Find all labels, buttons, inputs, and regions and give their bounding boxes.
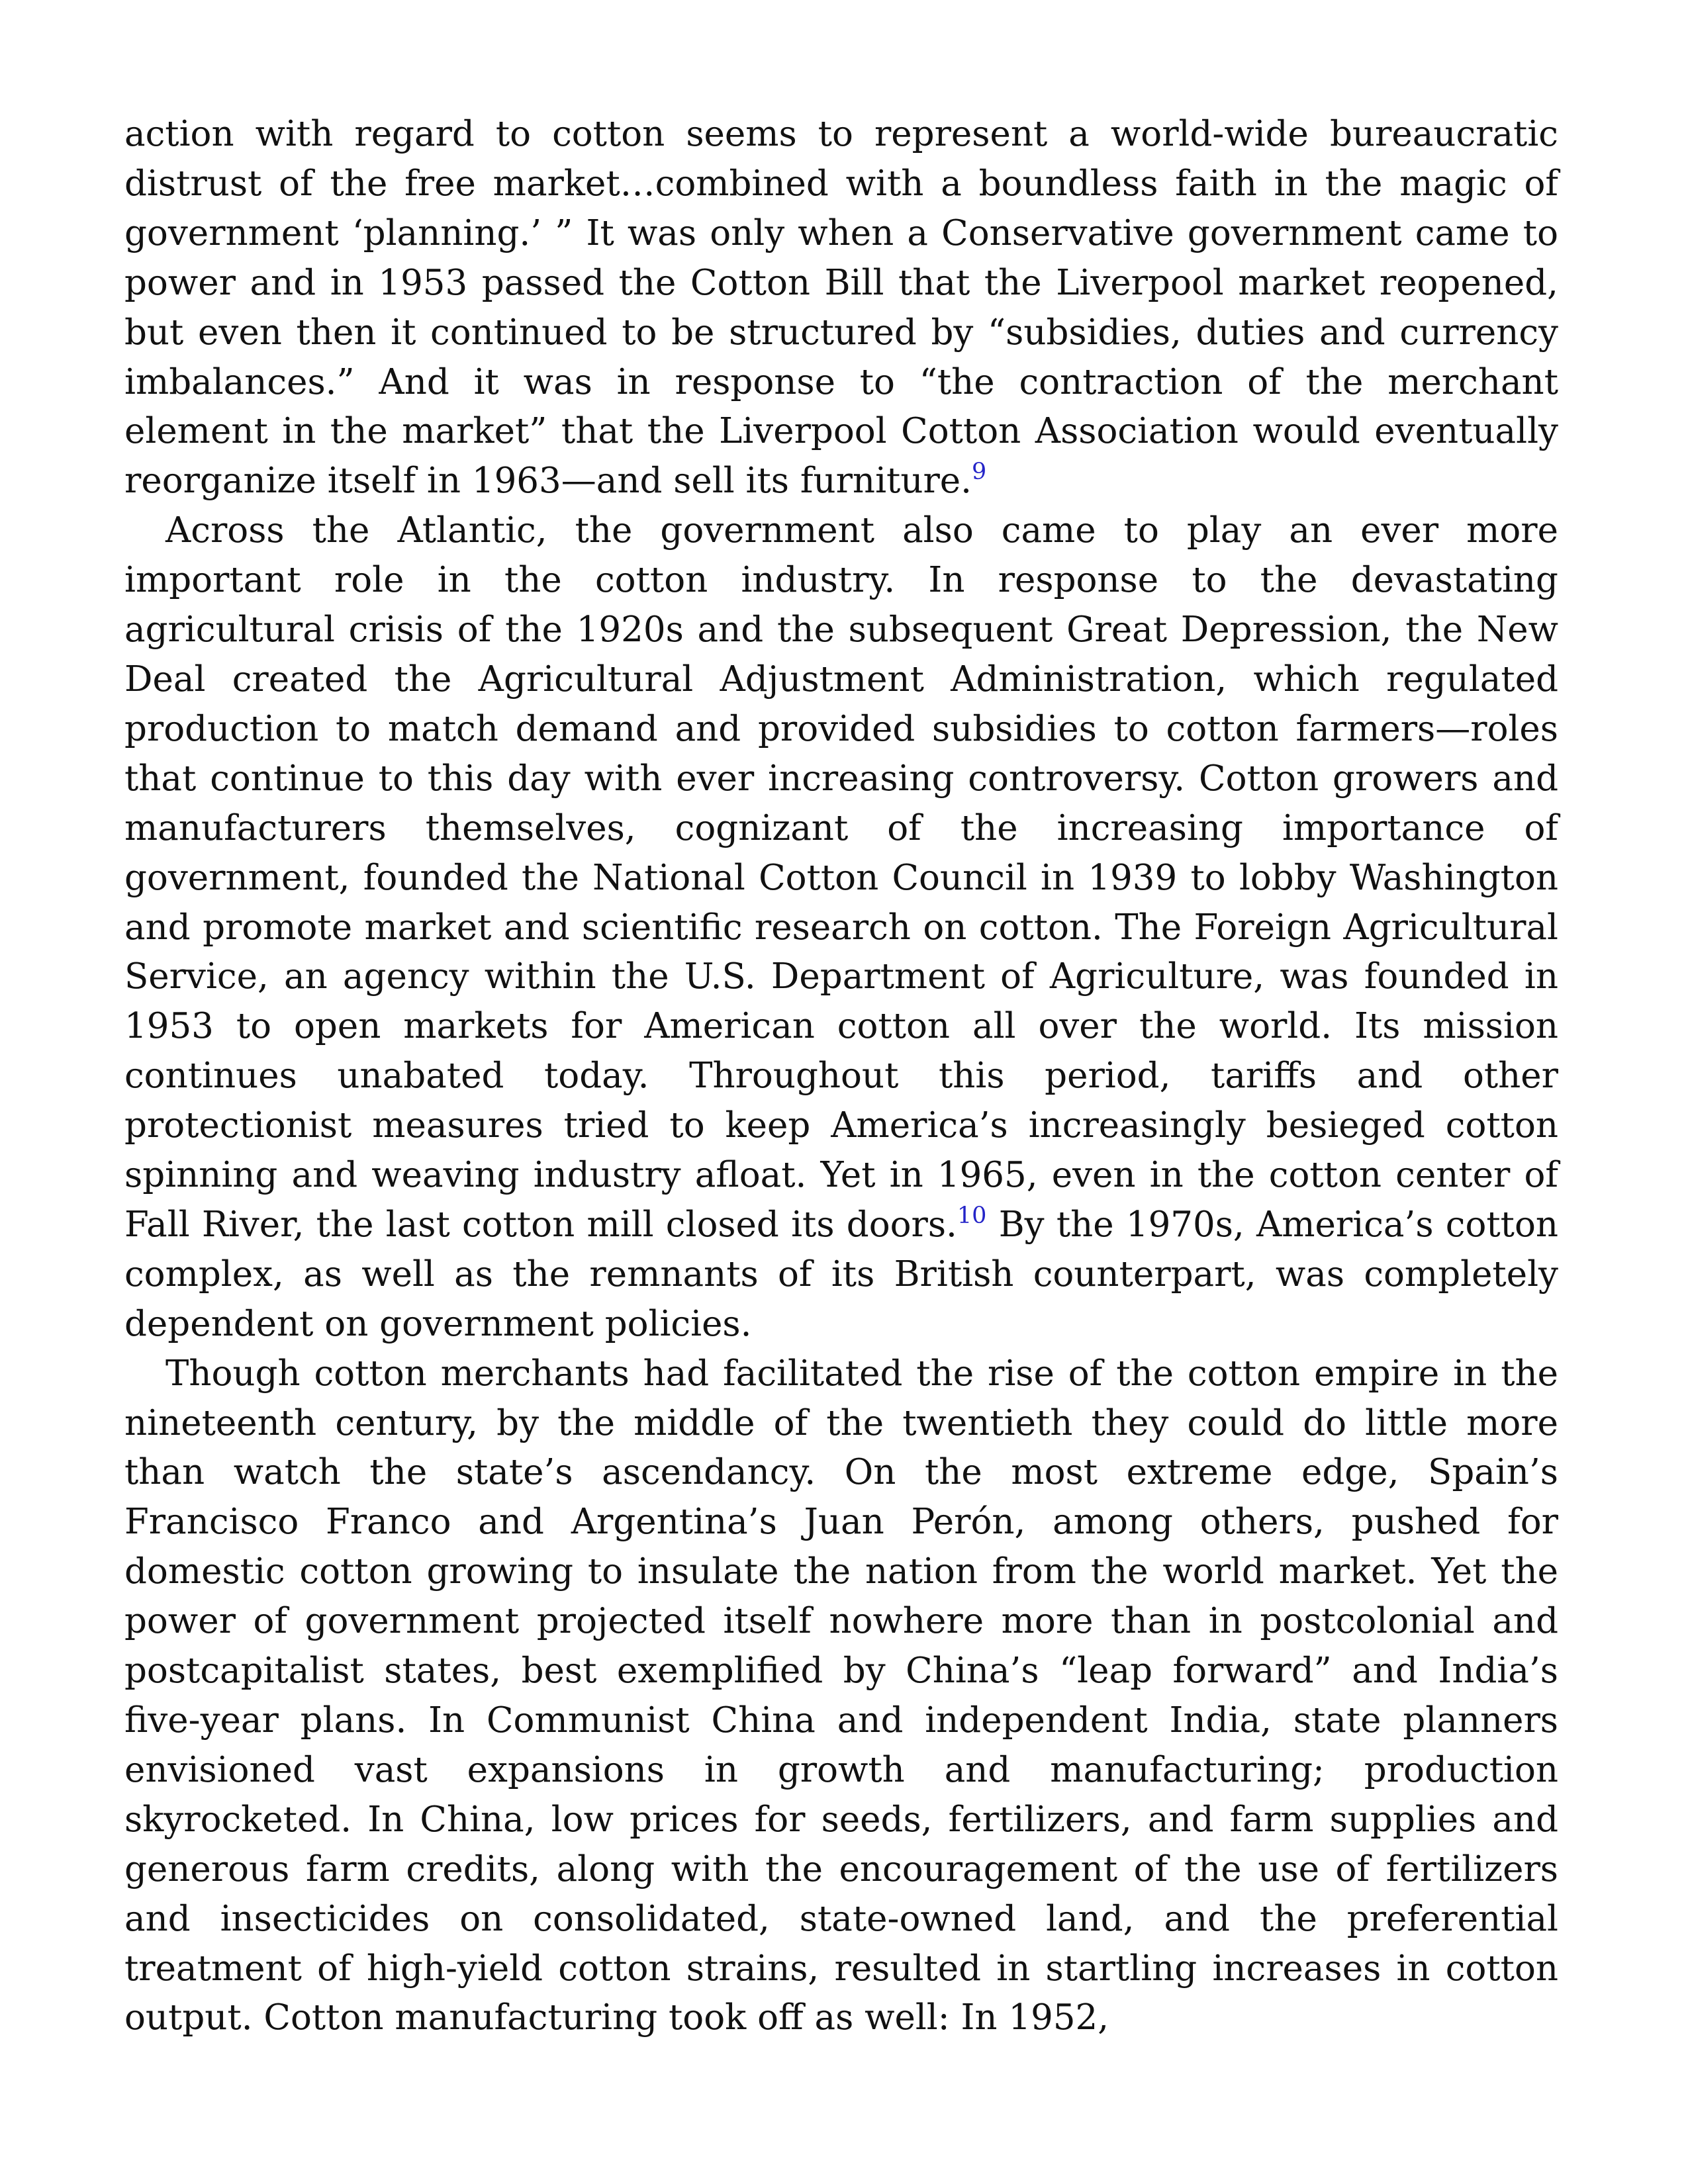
paragraph-3 (124, 1349, 1558, 2044)
paragraph-2-text-before: Across the Atlantic, the government also came to play an ever more important role in the cotton industry. In response to the devastating agricultural crisis of the 1920s and the subsequent Great Depression, the New Deal created the Agricultural Adjustment Administration, which regulated production to match demand and provided subsidies to cotton farmers—roles that continue to this day with ever increasing controversy. Cotton growers and manufacturers themselves, cognizant of the increasing importance of government, founded the National Cotton Council in 1939 to lobby Washington and promote market and scientific research on cotton. The Foreign Agricultural Service, an agency within the U.S. Department of Agriculture, was founded in 1953 to open markets for American cotton all over the world. Its mission continues unabated today. Throughout this period, tariffs and other protectionist measures tried to keep America’s increasingly besieged cotton spinning and weaving industry afloat. Yet in 1965, even in the cotton center of Fall River, the last cotton mill closed its doors. (124, 510, 1558, 1245)
footnote-ref-10[interactable]: 10 (957, 1202, 987, 1229)
book-page (124, 110, 1558, 2043)
paragraph-1-text: action with regard to cotton seems to represent a world-wide bureaucratic distrust of the free market…combined with a boundless faith in the magic of government ‘planning.’ ” It was only when a Conservative government came to power and in 1953 passed the Cotton Bill that the Liverpool market reopened, but even then it continued to be structured by “subsidies, duties and currency imbalances.” And it was in response to “the contraction of the merchant element in the market” that the Liverpool Cotton Association would eventually reorganize itself in 1963—and sell its furniture. (124, 114, 1558, 502)
paragraph-2 (124, 506, 1558, 1349)
paragraph-3-text: Though cotton merchants had facilitated the rise of the cotton empire in the nineteenth century, by the middle of the twentieth they could do little more than watch the state’s ascendancy. On the most extreme edge, Spain’s Francisco Franco and Argentina’s Juan Perón, among others, pushed for domestic cotton growing to insulate the nation from the world market. Yet the power of government projected itself nowhere more than in postcolonial and postcapitalist states, best exemplified by China’s “leap forward” and India’s five-year plans. In Communist China and independent India, state planners envisioned vast expansions in growth and manufacturing; production skyrocketed. In China, low prices for seeds, fertilizers, and farm supplies and generous farm credits, along with the encouragement of the use of fertilizers and insecticides on consolidated, state-owned land, and the preferential treatment of high-yield cotton strains, resulted in startling increases in cotton output. Cotton manufacturing took off as well: In 1952, (124, 1353, 1558, 2038)
paragraph-1 (124, 110, 1558, 506)
footnote-ref-9[interactable]: 9 (972, 459, 987, 486)
paragraph-2-text-after: By the 1970s, America’s cotton complex, as well as the remnants of its British counterpart, was completely dependent on government policies. (124, 1204, 1558, 1344)
